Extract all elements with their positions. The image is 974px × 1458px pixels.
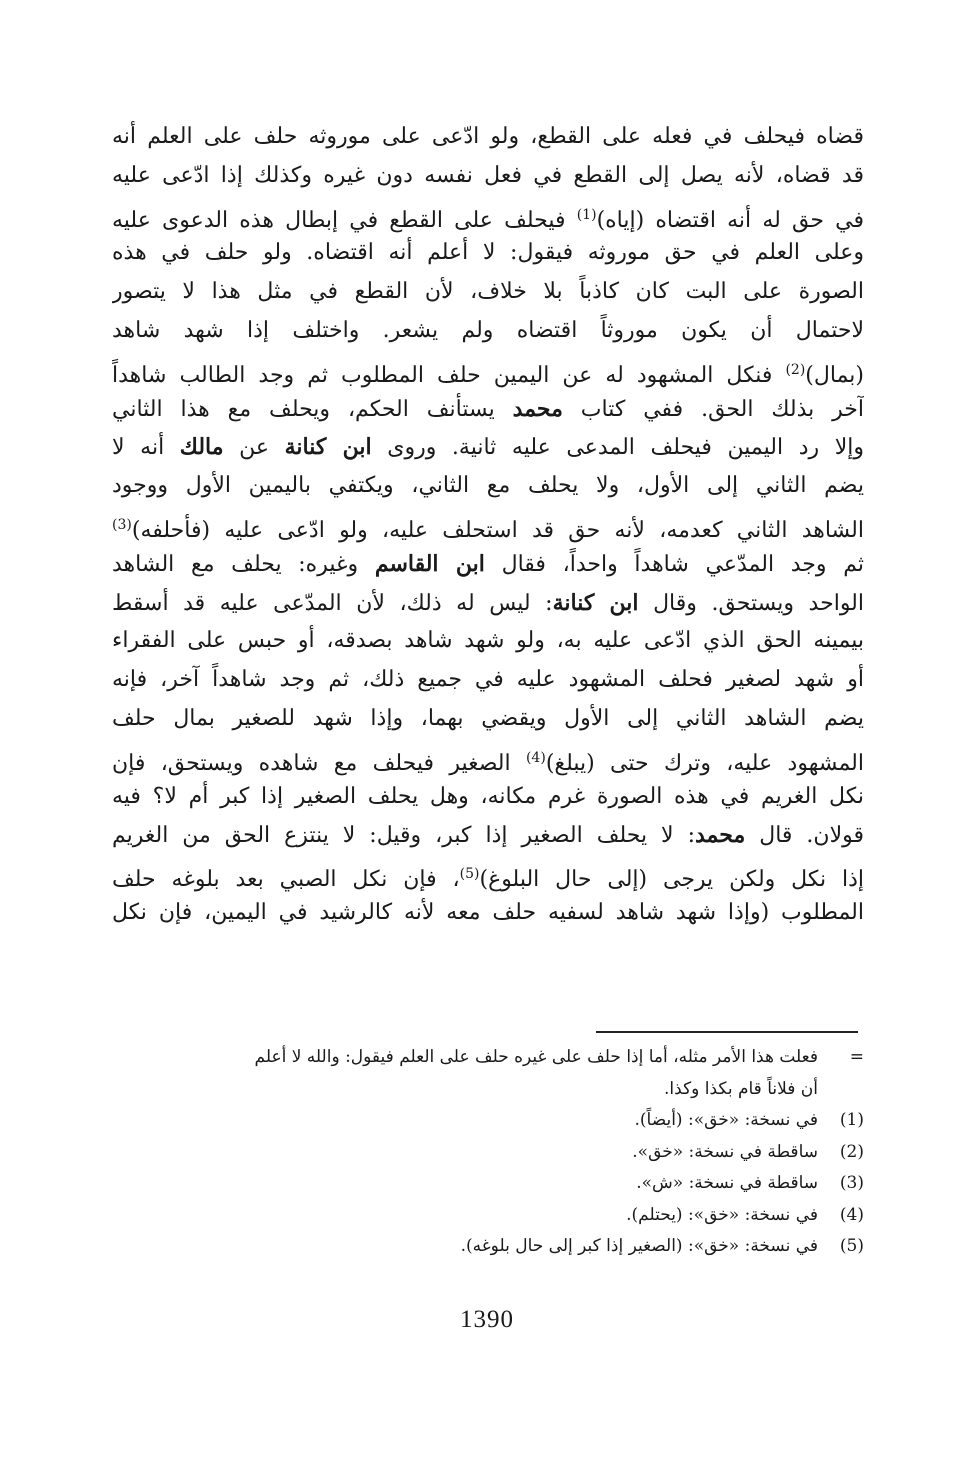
name-ibn-kinana: ابن كنانة (552, 589, 639, 616)
footnote-number: (2) (839, 1141, 864, 1162)
text-line: قد قضاه، لأنه يصل إلى القطع في فعل نفسه دون غيره وكذلك إذا ادّعى عليه (112, 162, 864, 188)
footnote-ref-1[interactable]: (1) (576, 206, 597, 223)
text-line: قولان. قال محمد: لا يحلف الصغير إذا كبر، وقيل: لا ينتزع الحق من الغريم (112, 822, 864, 849)
name-ibn-kinana: ابن كنانة (284, 434, 372, 461)
name-malik: مالك (179, 434, 224, 461)
name-muhammad: محمد (512, 395, 563, 422)
text-line: إذا نكل ولكن يرجى (إلى حال البلوغ)$^{(5)}$، فإن نكل الصبي بعد بلوغه حلف (112, 866, 864, 893)
text-line: بيمينه الحق الذي ادّعى عليه به، ولو شهد شاهد بصدقه، أو حبس على الفقراء (112, 628, 864, 654)
footnote-1: (1)في نسخة: «خق»: (أيضاً). (112, 1105, 864, 1137)
footnote-5: (5)في نسخة: «خق»: (الصغير إذا كبر إلى حال بلوغه). (112, 1231, 864, 1263)
footnote-number: (4) (839, 1204, 864, 1225)
footnote-number: (1) (839, 1110, 864, 1130)
text-line: الشاهد الثاني كعدمه، لأنه حق قد استحلف عليه، ولو ادّعى عليه (فأحلفه)$^{(3)}$ (112, 516, 864, 543)
name-muhammad: محمد (695, 822, 746, 849)
text-line: أو شهد لصغير فحلف المشهود عليه في جميع ذلك، ثم وجد شاهداً آخر، فإنه (112, 667, 864, 693)
text-line: يضم الثاني إلى الأول، ولا يحلف مع الثاني، ويكتفي باليمين الأول ووجود (112, 473, 864, 499)
text-line: الواحد ويستحق. وقال ابن كنانة: ليس له ذلك، لأن المدّعى عليه قد أسقط (112, 589, 864, 616)
name-ibn-al-qasim: ابن القاسم (374, 550, 485, 577)
text-line: وعلى العلم في حق موروثه فيقول: لا أعلم أنه اقتضاه. ولو حلف في هذه (112, 240, 864, 266)
footnote-number: (5) (839, 1236, 864, 1256)
text-line: المشهود عليه، وترك حتى (يبلغ)$^{(4)}$ الصغير فيحلف مع شاهده ويستحق، فإن (112, 749, 864, 776)
text-line: ثم وجد المدّعي شاهداً واحداً، فقال ابن القاسم وغيره: يحلف مع الشاهد (112, 550, 864, 577)
footnote-continuation: أن فلاناً قام بكذا وكذا. (664, 1078, 818, 1099)
text-line: الصورة على البت كان كاذباً بلا خلاف، لأن القطع في مثل هذا لا يتصور (112, 279, 864, 305)
text-line: المطلوب (وإذا شهد شاهد لسفيه حلف معه لأنه كالرشيد في اليمين، فإن نكل (112, 899, 864, 925)
footnote-2: (2)ساقطة في نسخة: «خق». (112, 1137, 864, 1169)
page-number: 1390 (460, 1306, 514, 1333)
text-line: قضاه فيحلف في فعله على القطع، ولو ادّعى على موروثه حلف على العلم أنه (112, 124, 864, 149)
footnote-continuation: =فعلت هذا الأمر مثله، أما إذا حلف على غيره حلف على العلم فيقول: والله لا أعلم (112, 1042, 864, 1074)
footnote-ref-5[interactable]: (5) (459, 866, 480, 883)
text-line: وإلا رد اليمين فيحلف المدعى عليه ثانية. وروى ابن كنانة عن مالك أنه لا (112, 434, 864, 461)
footnote-ref-4[interactable]: (4) (525, 749, 546, 766)
text-line: في حق له أنه اقتضاه (إياه)$^{(1)}$ فيحلف على القطع في إبطال هذه الدعوى عليه (112, 206, 864, 233)
footnote-separator (596, 1031, 858, 1033)
continuation-marker: = (849, 1047, 864, 1067)
text-line: (بمال)$^{(2)}$ فنكل المشهود له عن اليمين حلف المطلوب ثم وجد الطالب شاهداً (112, 361, 864, 388)
footnote-4: (4)في نسخة: «خق»: (يحتلم). (112, 1200, 864, 1232)
text-line: لاحتمال أن يكون موروثاً اقتضاه ولم يشعر. واختلف إذا شهد شاهد (112, 317, 864, 343)
footnote-3: (3)ساقطة في نسخة: «ش». (112, 1168, 864, 1200)
text-line: آخر بذلك الحق. ففي كتاب محمد يستأنف الحكم، ويحلف مع هذا الثاني (112, 395, 864, 422)
footnote-number: (3) (839, 1173, 864, 1193)
text-line: نكل الغريم في هذه الصورة غرم مكانه، وهل يحلف الصغير إذا كبر أم لا؟ فيه (112, 783, 864, 809)
footnotes-block (112, 1042, 864, 1263)
footnote-ref-2[interactable]: (2) (785, 361, 806, 378)
text-line: يضم الشاهد الثاني إلى الأول ويقضي بهما، وإذا شهد للصغير بمال حلف (112, 705, 864, 731)
footnote-ref-3[interactable]: (3) (112, 516, 132, 533)
main-text-block (112, 118, 864, 933)
